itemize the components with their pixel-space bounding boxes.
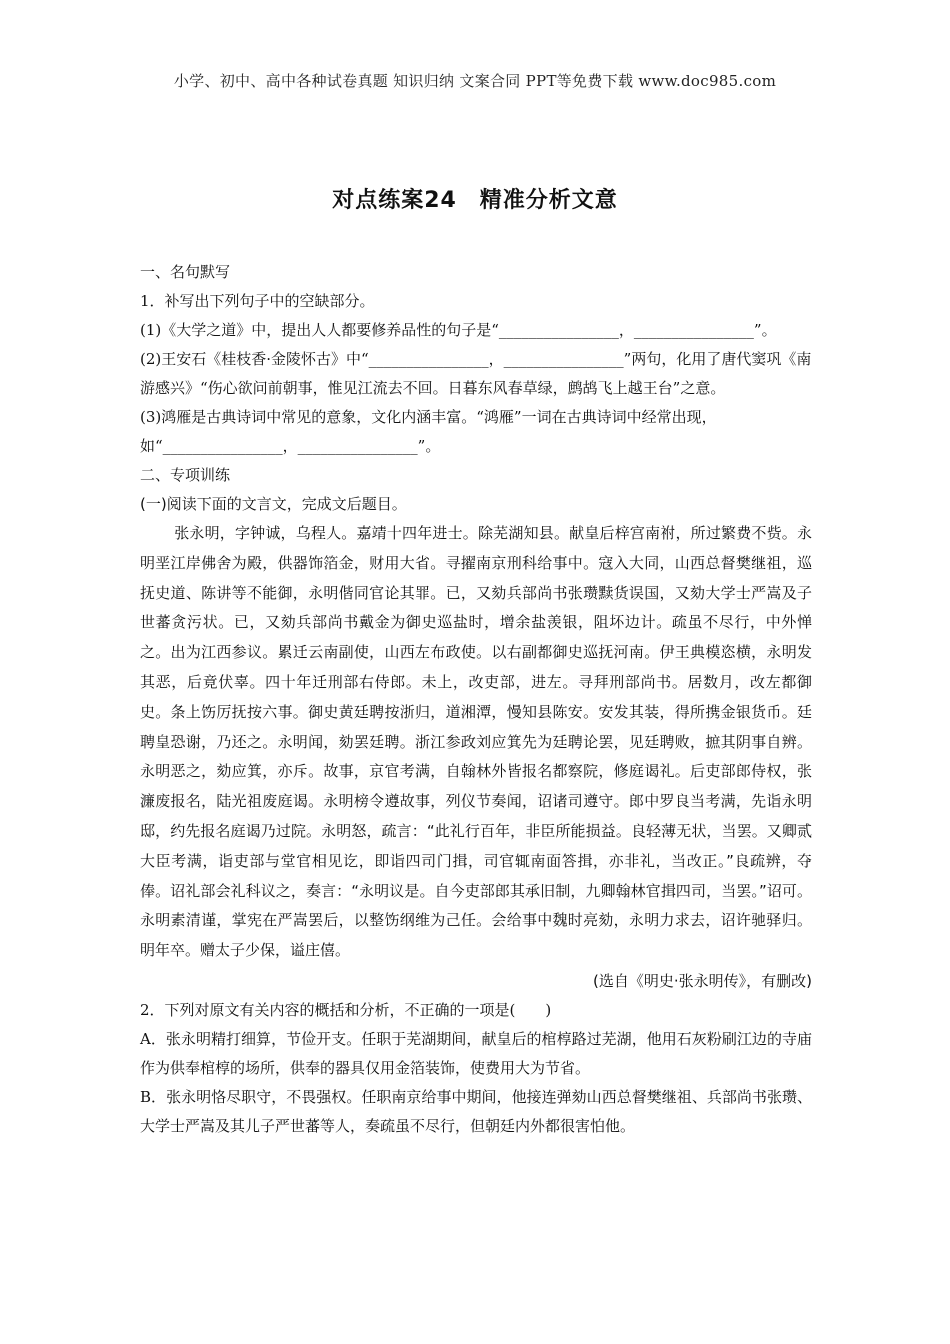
question-1-item-3: (3)鸿雁是古典诗词中常见的意象，文化内涵丰富。“鸿雁”一词在古典诗词中经常出现，如“________________，________________”。: [140, 408, 717, 455]
page-title: 对点练案24 精准分析文意: [332, 188, 618, 213]
question-2-stem: 2．下列对原文有关内容的概括和分析，不正确的一项是( ): [140, 1000, 552, 1019]
passage-source: (选自《明史·张永明传》，有删改): [593, 971, 812, 990]
section-heading-2: 二、专项训练: [140, 466, 231, 484]
page-header: 小学、初中、高中各种试卷真题 知识归纳 文案合同 PPT等免费下载 www.doc985.com: [173, 72, 777, 90]
reading-instruction: (一)阅读下面的文言文，完成文后题目。: [140, 495, 407, 513]
section-heading-1: 一、名句默写: [140, 263, 231, 281]
classical-passage: [140, 519, 812, 966]
main-content: [140, 258, 812, 1141]
question-1-stem: 1．补写出下列句子中的空缺部分。: [140, 292, 375, 310]
option-a: A．张永明精打细算，节俭开支。任职于芜湖期间，献皇后的棺椁路过芜湖，他用石灰粉刷江边的寺庙作为供奉棺椁的场所，供奉的器具仅用金箔装饰，使费用大为节省。: [140, 1029, 812, 1077]
question-1-item-2: (2)王安石《桂枝香·金陵怀古》中“________________，________________”两句，化用了唐代窦巩《南游感兴》“伤心欲问前朝事，惟见江流去不回。日暮东风春草绿，鹧鸪飞上越王台”之意。: [140, 350, 812, 397]
passage-text: 张永明，字钟诚，乌程人。嘉靖十四年进士。除芜湖知县。献皇后梓宫南祔，所过繁费不赀。永明垩江岸佛舍为殿，供器饰箔金，财用大省。寻擢南京刑科给事中。寇入大同，山西总督樊继祖，巡抚史道、陈讲等不能御，永明偕同官论其罪。已，又劾兵部尚书张瓒黩货误国，又劾大学士严嵩及子世蕃贪污状。已，又劾兵部尚书戴金为御史巡盐时，增余盐羡银，阻坏边计。疏虽不尽行，中外惮之。出为江西参议。累迁云南副使，山西左布政使。以右副都御史巡抚河南。伊王典模恣横，永明发其恶，后竟伏辜。四十年迁刑部右侍郎。未上，改吏部，进左。寻拜刑部尚书。居数月，改左都御史。条上饬厉抚按六事。御史黄廷聘按浙归，道湘潭，慢知县陈安。安发其装，得所携金银货币。廷聘皇恐谢，乃还之。永明闻，劾罢廷聘。浙江参政刘应箕先为廷聘论罢，见廷聘败，摭其阴事自辨。永明恶之，劾应箕，亦斥。故事，京官考满，自翰林外皆报名都察院，修庭谒礼。后吏部郎侍权，张濂废报名，陆光祖废庭谒。永明榜令遵故事，列仪节奏闻，诏诸司遵守。郎中罗良当考满，先诣永明邸，约先报名庭谒乃过院。永明怒，疏言：“此礼行百年，非臣所能损益。良轻薄无状，当罢。又卿贰大臣考满，诣吏部与堂官相见讫，即诣四司门揖，司官辄南面答揖，亦非礼，当改正。”良疏辨，夺俸。诏礼部会礼科议之，奏言：“永明议是。自今吏部郎其承旧制，九卿翰林官揖四司，当罢。”诏可。永明素清谨，掌宪在严嵩罢后，以整饬纲维为己任。会给事中魏时亮劾，永明力求去，诏许驰驿归。明年卒。赠太子少保，谥庄僖。: [140, 524, 812, 960]
question-1-item-1: (1)《大学之道》中，提出人人都要修养品性的句子是“________________，________________”。: [140, 321, 777, 339]
option-b: B．张永明恪尽职守，不畏强权。任职南京给事中期间，他接连弹劾山西总督樊继祖、兵部尚书张瓒、大学士严嵩及其儿子严世蕃等人，奏疏虽不尽行，但朝廷内外都很害怕他。: [140, 1087, 812, 1135]
